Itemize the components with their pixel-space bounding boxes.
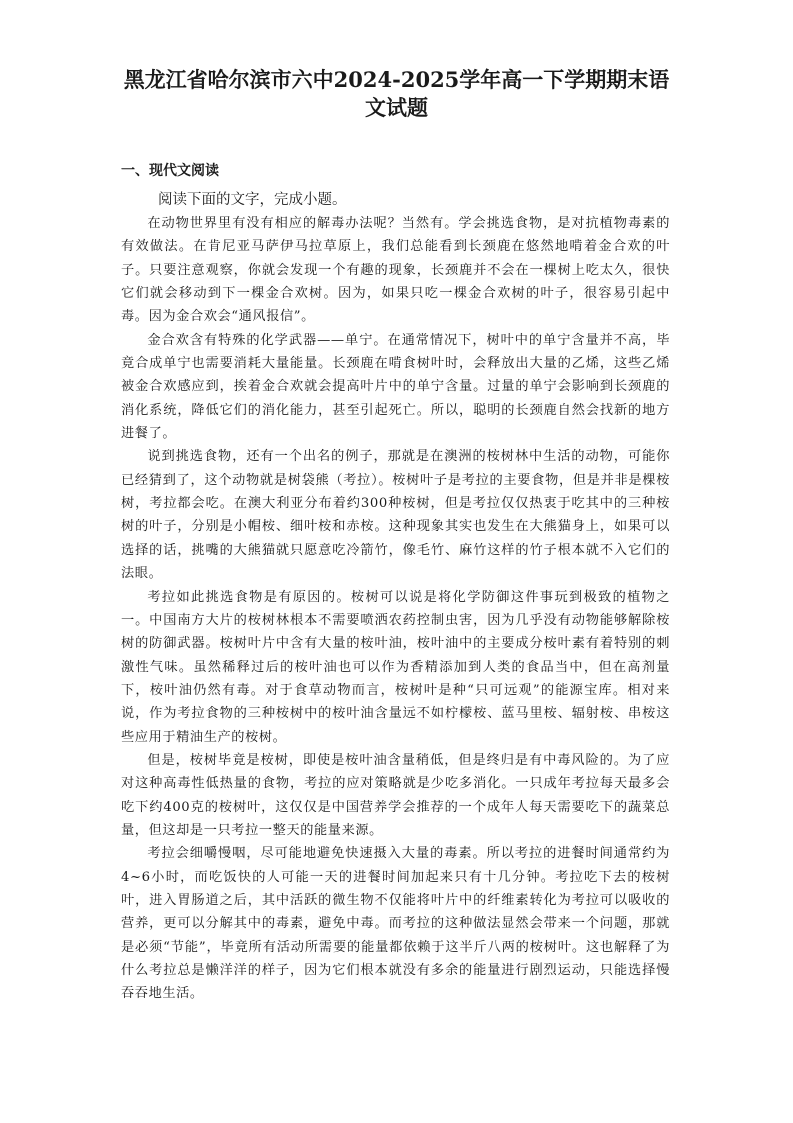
title-line-1: 黑龙江省哈尔滨市六中2024-2025学年高一下学期期末语 xyxy=(123,67,670,92)
paragraph-2: 金合欢含有特殊的化学武器——单宁。在通常情况下，树叶中的单宁含量并不高，毕竟合成单宁也需要消耗大量能量。长颈鹿在啃食树叶时，会释放出大量的乙烯，这些乙烯被金合欢感应到，挨着金合欢就会提高叶片中的单宁含量。过量的单宁会影响到长颈鹿的消化系统，降低它们的消化能力，甚至引起死亡。所以，聪明的长颈鹿自然会找新的地方进餐了。 xyxy=(121,332,670,442)
paragraph-5: 但是，桉树毕竟是桉树，即使是桉叶油含量稍低，但是终归是有中毒风险的。为了应对这种高毒性低热量的食物，考拉的应对策略就是少吃多消化。一只成年考拉每天最多会吃下约400克的桉树叶，这仅仅是中国营养学会推荐的一个成年人每天需要吃下的蔬菜总量，但这却是一只考拉一整天的能量来源。 xyxy=(121,752,670,838)
paragraph-4: 考拉如此挑选食物是有原因的。桉树可以说是将化学防御这件事玩到极致的植物之一。中国南方大片的桉树林根本不需要喷洒农药控制虫害，因为几乎没有动物能够解除桉树的防御武器。桉树叶片中含有大量的桉叶油，桉叶油中的主要成分桉叶素有着特别的刺激性气味。虽然稀释过后的桉叶油也可以作为香精添加到人类的食品当中，但在高剂量下，桉叶油仍然有毒。对于食草动物而言，桉树叶是种“只可远观”的能源宝库。相对来说，作为考拉食物的三种桉树中的桉叶油含量远不如柠檬桉、蓝马里桉、辐射桉、串桉这些应用于精油生产的桉树。 xyxy=(121,589,670,745)
paragraph-6: 考拉会细嚼慢咽，尽可能地避免快速摄入大量的毒素。所以考拉的进餐时间通常约为4~6小时，而吃饭快的人可能一天的进餐时间加起来只有十几分钟。考拉吃下去的桉树叶，进入胃肠道之后，其中活跃的微生物不仅能将叶片中的纤维素转化为考拉可以吸收的营养，更可以分解其中的毒素，避免中毒。而考拉的这种做法显然会带来一个问题，那就是必须“节能”，毕竟所有活动所需要的能量都依赖于这半斤八两的桉树叶。这也解释了为什么考拉总是懒洋洋的样子，因为它们根本就没有多余的能量进行剧烈运动，只能选择慢吞吞地生活。 xyxy=(121,846,670,1002)
paragraph-1: 在动物世界里有没有相应的解毒办法呢？当然有。学会挑选食物，是对抗植物毒素的有效做法。在肯尼亚马萨伊马拉草原上，我们总能看到长颈鹿在悠然地啃着金合欢的叶子。只要注意观察，你就会发现一个有趣的现象，长颈鹿并不会在一棵树上吃太久，很快它们就会移动到下一棵金合欢树。因为，如果只吃一棵金合欢树的叶子，很容易引起中毒。因为金合欢会“通风报信”。 xyxy=(121,216,670,325)
paragraph-3: 说到挑选食物，还有一个出名的例子，那就是在澳洲的桉树林中生活的动物，可能你已经猜到了，这个动物就是树袋熊（考拉）。桉树叶子是考拉的主要食物，但是并非是棵桉树，考拉都会吃。在澳大利亚分布着约300种桉树，但是考拉仅仅热衷于吃其中的三种桉树的叶子，分别是小帽桉、细叶桉和赤桉。这种现象其实也发生在大熊猫身上，如果可以选择的话，挑嘴的大熊猫就只愿意吃冷箭竹，像毛竹、麻竹这样的竹子根本就不入它们的法眼。 xyxy=(121,449,670,582)
article-body xyxy=(121,212,670,1006)
title-line-2: 文试题 xyxy=(365,95,428,120)
section-heading: 一、现代文阅读 xyxy=(121,163,219,179)
document-title xyxy=(100,66,693,122)
reading-instruction: 阅读下面的文字，完成小题。 xyxy=(158,192,347,208)
